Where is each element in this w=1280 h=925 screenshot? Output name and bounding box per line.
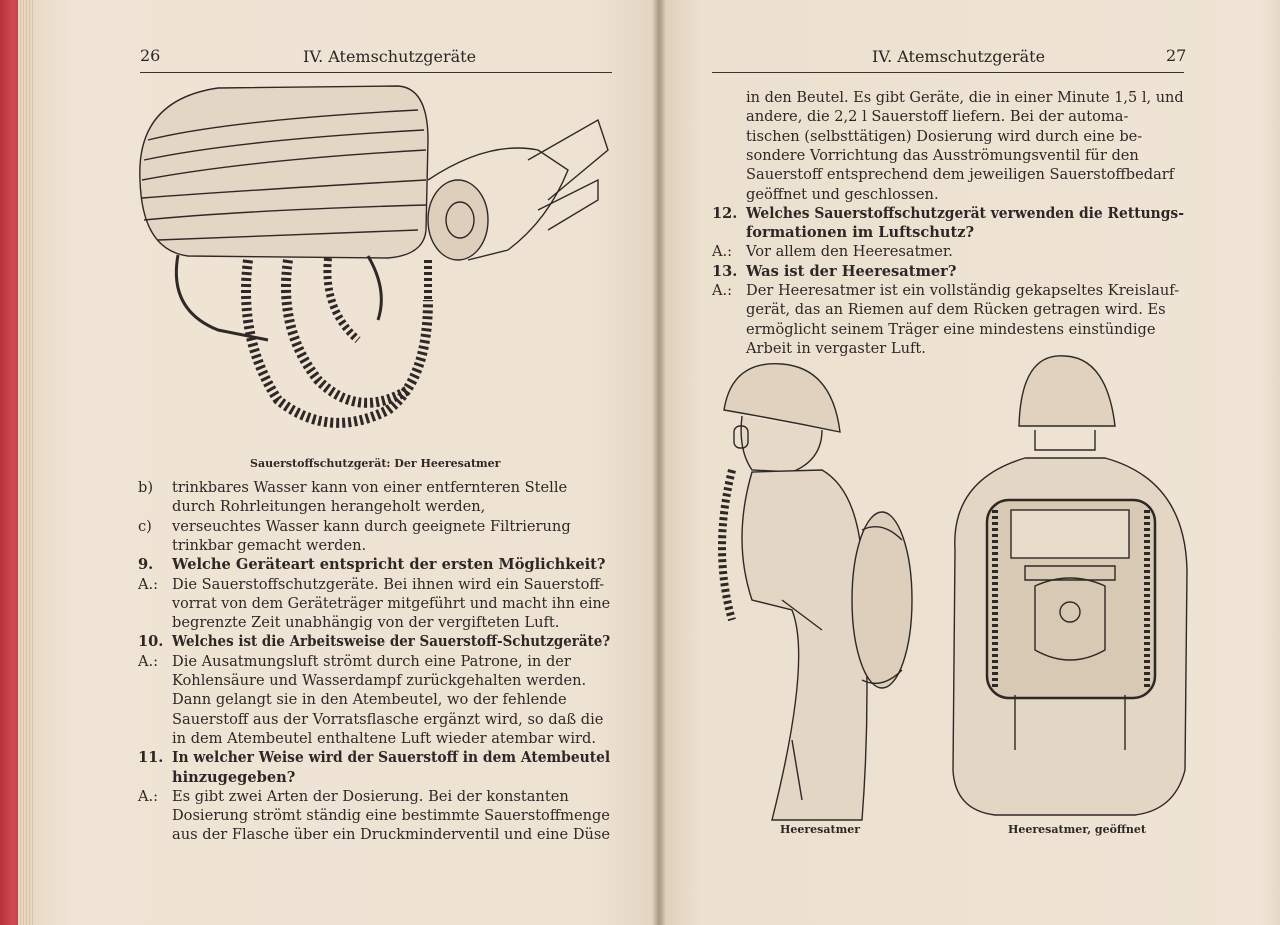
text-line: ermöglicht seinem Träger eine mindestens einstündige xyxy=(746,320,1156,338)
text-line: trinkbar gemacht werden. xyxy=(172,536,367,554)
back-view-soldier-illustration xyxy=(935,350,1200,820)
text-line: in den Beutel. Es gibt Geräte, die in einer Minute 1,5 l, und xyxy=(746,89,1184,106)
breathing-apparatus-illustration xyxy=(128,80,623,460)
text-line: Dosierung strömt ständig eine bestimmte Sauerstoffmenge xyxy=(172,807,610,825)
apparatus-figure-caption: Sauerstoffschutzgerät: Der Heeresatmer xyxy=(250,457,501,470)
line-prefix: A.: xyxy=(138,575,159,593)
text-line: andere, die 2,2 l Sauerstoff liefern. Bei der automa- xyxy=(746,108,1129,126)
line-prefix: c) xyxy=(138,517,152,535)
text-line: verseuchtes Wasser kann durch geeignete Filtrierung xyxy=(172,517,571,535)
question-line: In welcher Weise wird der Sauerstoff in dem Atembeutel xyxy=(172,749,611,767)
side-view-soldier-illustration xyxy=(712,360,932,830)
line-prefix: A.: xyxy=(138,787,159,805)
line-prefix: A.: xyxy=(712,243,733,261)
right-header-rule xyxy=(712,72,1184,73)
left-page-number: 26 xyxy=(140,46,161,65)
text-line: Kohlensäure und Wasserdampf zurückgehalten werden. xyxy=(172,672,587,689)
text-line: gerät, das an Riemen auf dem Rücken getragen wird. Es xyxy=(746,301,1166,319)
text-line: Die Sauerstoffschutzgeräte. Bei ihnen wird ein Sauerstoff- xyxy=(172,575,605,593)
text-line: Der Heeresatmer ist ein vollständig gekapseltes Kreislauf- xyxy=(746,282,1180,299)
line-prefix: b) xyxy=(138,479,154,496)
text-line: begrenzte Zeit unabhängig von der vergifteten Luft. xyxy=(172,614,560,632)
book-gutter xyxy=(652,0,666,925)
text-line: geöffnet und geschlossen. xyxy=(746,185,939,203)
text-line: Sauerstoff entsprechend dem jeweiligen Sauerstoffbedarf xyxy=(746,166,1175,184)
text-line: Vor allem den Heeresatmer. xyxy=(746,243,953,261)
question-line: Welche Geräteart entspricht der ersten Möglichkeit? xyxy=(172,556,606,574)
text-line: tischen (selbsttätigen) Dosierung wird durch eine be- xyxy=(746,127,1143,145)
question-line: hinzugegeben? xyxy=(172,768,296,786)
text-line: durch Rohrleitungen herangeholt werden, xyxy=(172,498,486,516)
text-line: sondere Vorrichtung das Ausströmungsventil für den xyxy=(746,146,1139,164)
text-line: vorrat von dem Geräteträger mitgeführt und macht ihn eine xyxy=(172,594,611,612)
text-line: Die Ausatmungsluft strömt durch eine Patrone, in der xyxy=(172,652,571,670)
text-line: Dann gelangt sie in den Atembeutel, wo der fehlende xyxy=(172,691,567,709)
text-line: Es gibt zwei Arten der Dosierung. Bei der konstanten xyxy=(172,787,569,805)
text-line: Sauerstoff aus der Vorratsflasche ergänzt wird, so daß die xyxy=(172,710,604,728)
left-header-rule xyxy=(140,72,612,73)
line-prefix: A.: xyxy=(712,282,733,299)
right-running-header: IV. Atemschutzgeräte xyxy=(872,47,1046,66)
question-line: Was ist der Heeresatmer? xyxy=(746,262,957,280)
text-line: Arbeit in vergaster Luft. xyxy=(746,339,926,357)
right-page-number: 27 xyxy=(1166,46,1187,65)
side-view-caption: Heeresatmer xyxy=(780,823,861,836)
question-line: formationen im Luftschutz? xyxy=(746,224,975,242)
left-running-header: IV. Atemschutzgeräte xyxy=(303,47,477,66)
line-prefix: A.: xyxy=(138,652,159,670)
question-line: Welches Sauerstoffschutzgerät verwenden die Rettungs- xyxy=(746,204,1184,222)
line-prefix: 12. xyxy=(712,204,738,222)
text-line: aus der Flasche über ein Druckminderventil und eine Düse xyxy=(172,826,611,844)
line-prefix: 9. xyxy=(138,556,154,574)
back-view-caption: Heeresatmer, geöffnet xyxy=(1008,823,1147,836)
line-prefix: 10. xyxy=(138,633,164,651)
question-line: Welches ist die Arbeitsweise der Sauerstoff-Schutzgeräte? xyxy=(172,633,611,651)
text-line: in dem Atembeutel enthaltene Luft wieder atembar wird. xyxy=(172,729,597,747)
text-line: trinkbares Wasser kann von einer entfernteren Stelle xyxy=(172,479,568,496)
line-prefix: 13. xyxy=(712,262,738,280)
line-prefix: 11. xyxy=(138,749,164,767)
